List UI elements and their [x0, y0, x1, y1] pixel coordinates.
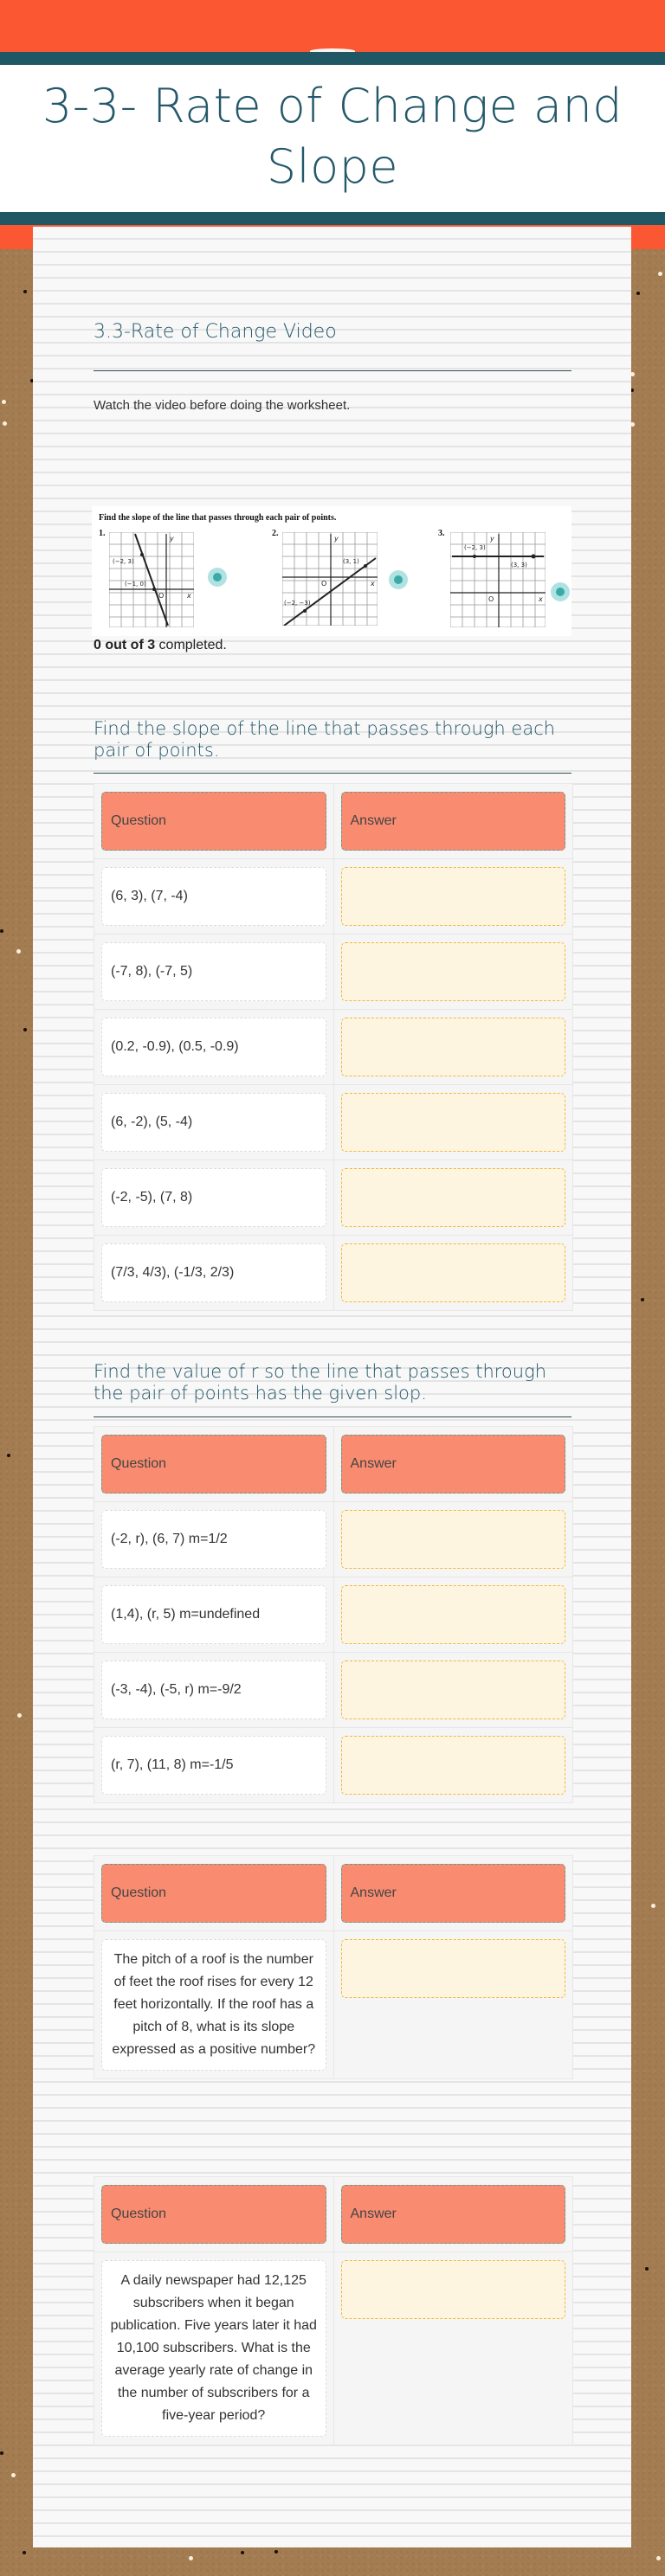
svg-text:(−2, 3): (−2, 3)	[464, 544, 486, 551]
table-row	[94, 1085, 572, 1160]
decor-dot	[2, 400, 6, 404]
decor-dot	[16, 949, 21, 954]
table-row	[94, 1728, 572, 1802]
decor-dot	[17, 1713, 22, 1718]
svg-text:O: O	[321, 580, 327, 588]
answer-header: Answer	[341, 1864, 566, 1923]
question-cell: (r, 7), (11, 8) m=-1/5	[101, 1736, 326, 1795]
find-r-question-table	[94, 1426, 573, 1803]
question-cell: The pitch of a roof is the number of feet the roof rises for every 12 feet horizontally. If the roof has a pitch of 8, what is its slope expressed as a positive number?	[101, 1939, 326, 2071]
svg-text:(3, 1): (3, 1)	[343, 558, 359, 565]
newspaper-question-table	[94, 2176, 573, 2445]
table-row	[94, 2252, 572, 2444]
decor-dot	[656, 2556, 661, 2560]
decor-dot	[0, 2451, 3, 2455]
question-cell: (-2, -5), (7, 8)	[101, 1168, 326, 1227]
answer-header: Answer	[341, 792, 566, 851]
answer-drop-zone[interactable]	[341, 1736, 566, 1795]
graph-3-image	[450, 532, 546, 627]
question-header: Question	[101, 1435, 326, 1494]
svg-text:(−1, 0): (−1, 0)	[125, 581, 146, 588]
svg-text:(3, 3): (3, 3)	[511, 562, 527, 569]
svg-text:y: y	[170, 535, 174, 543]
decor-dot	[23, 290, 27, 293]
video-hotspot-3[interactable]	[551, 582, 570, 601]
decor-dot	[274, 2550, 278, 2554]
table-header-row	[94, 1856, 572, 1931]
answer-drop-zone[interactable]	[341, 1093, 566, 1152]
decor-dot	[651, 1904, 655, 1908]
video-hotspot-2[interactable]	[389, 570, 408, 589]
question-cell: (-3, -4), (-5, r) m=-9/2	[101, 1661, 326, 1719]
answer-drop-zone[interactable]	[341, 1510, 566, 1569]
video-hotspot-1[interactable]	[208, 568, 227, 587]
answer-drop-zone[interactable]	[341, 1585, 566, 1644]
graph-number: 3.	[438, 529, 445, 538]
question-cell: (6, -2), (5, -4)	[101, 1093, 326, 1152]
decor-dot	[7, 1454, 10, 1457]
decor-dot	[0, 929, 3, 933]
section-2-title: Find the value of r so the line that passes through the pair of points has the given slop.	[94, 1361, 547, 1404]
table-header-row	[94, 1427, 572, 1502]
section-divider	[94, 370, 571, 371]
svg-text:x: x	[371, 580, 375, 588]
progress-count: 0 out of 3	[94, 638, 156, 652]
progress-status	[94, 638, 227, 653]
video-section-title: 3.3-Rate of Change Video	[94, 321, 337, 343]
question-header: Question	[101, 792, 326, 851]
question-cell: A daily newspaper had 12,125 subscribers when it began publication. Five years later it had 10,100 subscribers. What is the average yearly rate of change in the number of subscribers for a five-year period?	[101, 2260, 326, 2437]
decor-dot	[23, 2551, 26, 2554]
svg-text:(−2, −3): (−2, −3)	[284, 600, 311, 607]
svg-text:O: O	[488, 595, 494, 603]
answer-drop-zone[interactable]	[341, 1243, 566, 1302]
section-divider	[94, 1416, 571, 1417]
graph-2-image	[282, 532, 378, 626]
decor-dot	[189, 2556, 193, 2560]
progress-suffix: completed.	[155, 638, 227, 652]
decor-dot	[645, 2267, 649, 2271]
question-cell: (-2, r), (6, 7) m=1/2	[101, 1510, 326, 1569]
slope-question-table	[94, 783, 573, 1311]
table-row	[94, 1931, 572, 2078]
table-row	[94, 1502, 572, 1577]
decor-dot	[23, 1028, 27, 1031]
table-row	[94, 1160, 572, 1236]
section-1-title: Find the slope of the line that passes through each pair of points.	[94, 718, 556, 761]
answer-drop-zone[interactable]	[341, 1018, 566, 1076]
video-instruction: Watch the video before doing the worksheet.	[94, 398, 351, 413]
question-cell: (0.2, -0.9), (0.5, -0.9)	[101, 1018, 326, 1076]
decor-dot	[636, 292, 640, 295]
answer-drop-zone[interactable]	[341, 1168, 566, 1227]
svg-text:y: y	[334, 535, 339, 543]
graph-image-caption: Find the slope of the line that passes through each pair of points.	[99, 513, 337, 523]
page-title: 3-3- Rate of Change and Slope	[42, 79, 623, 194]
svg-text:O: O	[158, 592, 165, 600]
question-cell: (6, 3), (7, -4)	[101, 867, 326, 926]
svg-text:x: x	[187, 592, 191, 600]
title-band-top-border	[0, 52, 665, 65]
decor-dot	[641, 1298, 644, 1301]
question-cell: (1,4), (r, 5) m=undefined	[101, 1585, 326, 1644]
question-header: Question	[101, 1864, 326, 1923]
svg-text:x: x	[539, 595, 543, 603]
answer-header: Answer	[341, 1435, 566, 1494]
decor-dot	[3, 421, 7, 426]
graph-number: 2.	[272, 529, 279, 538]
table-row	[94, 1010, 572, 1085]
table-row	[94, 1577, 572, 1653]
table-row	[94, 1653, 572, 1728]
table-row	[94, 1236, 572, 1310]
question-header: Question	[101, 2185, 326, 2244]
answer-drop-zone[interactable]	[341, 1939, 566, 1998]
title-band-bottom-border	[0, 212, 665, 225]
decor-dot	[658, 272, 662, 276]
answer-drop-zone[interactable]	[341, 2260, 566, 2319]
decor-dot	[241, 2551, 244, 2554]
answer-drop-zone[interactable]	[341, 867, 566, 926]
section-divider	[94, 773, 571, 774]
roof-pitch-question-table	[94, 1855, 573, 2079]
answer-drop-zone[interactable]	[341, 942, 566, 1001]
answer-drop-zone[interactable]	[341, 1661, 566, 1719]
table-header-row	[94, 2177, 572, 2252]
table-row	[94, 859, 572, 935]
question-cell: (7/3, 4/3), (-1/3, 2/3)	[101, 1243, 326, 1302]
svg-text:(−2, 3): (−2, 3)	[113, 558, 134, 565]
top-banner	[0, 0, 665, 52]
svg-text:y: y	[490, 535, 494, 543]
decor-dot	[11, 2473, 16, 2477]
table-header-row	[94, 784, 572, 859]
graph-1-image	[109, 532, 194, 627]
question-cell: (-7, 8), (-7, 5)	[101, 942, 326, 1001]
answer-header: Answer	[341, 2185, 566, 2244]
graph-number: 1.	[99, 529, 106, 538]
slope-graphs-image	[92, 506, 571, 636]
table-row	[94, 935, 572, 1010]
